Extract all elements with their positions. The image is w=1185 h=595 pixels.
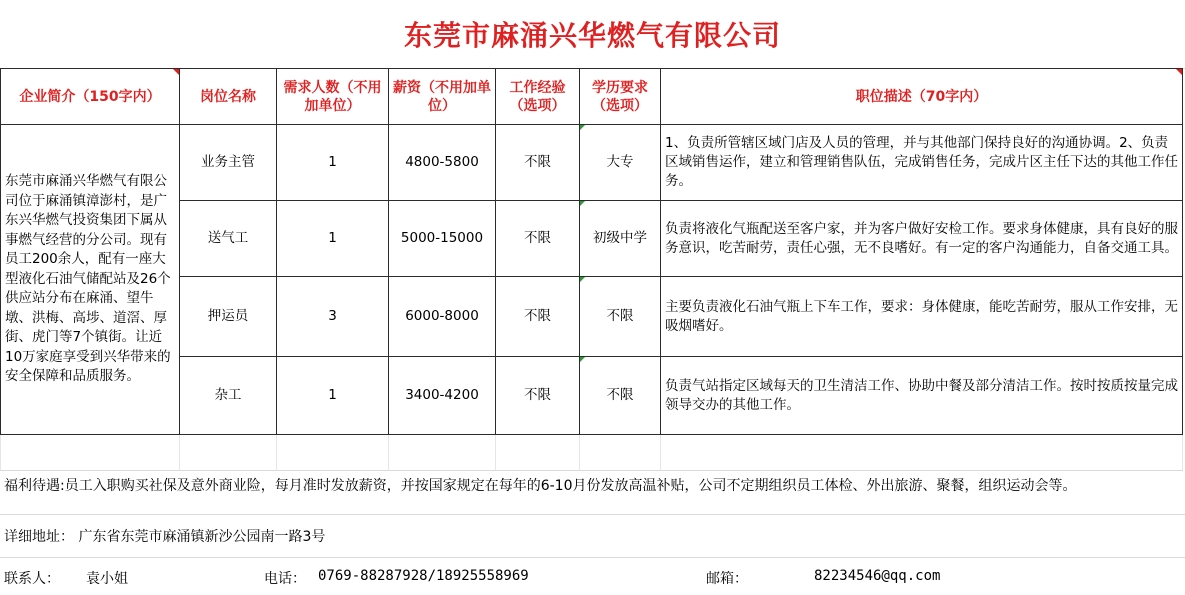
contact-person-label: 联系人： [4, 571, 60, 587]
job-position: 业务主管 [180, 125, 277, 201]
job-education: 不限 [580, 357, 661, 435]
address-text: 详细地址： 广东省东莞市麻涌镇新沙公园南一路3号 [0, 515, 1185, 558]
job-count: 1 [277, 125, 389, 201]
job-salary: 4800-5800 [389, 125, 496, 201]
company-intro: 东莞市麻涌兴华燃气有限公司位于麻涌镇漳澎村，是广东兴华燃气投资集团下属从事燃气经营的分公司。现有员工200余人，配有一座大型液化石油气储配站及26个供应站分布在麻涌、望牛墩、洪梅、高埗、道滘、厚街、虎门等7个镇街。让近10万家庭享受到兴华带来的安全保障和品质服务。 [1, 125, 180, 435]
job-table [0, 68, 1183, 471]
job-salary: 6000-8000 [389, 277, 496, 357]
job-description: 1、负责所管辖区域门店及人员的管理，并与其他部门保持良好的沟通协调。2、负责区域销售运作，建立和管理销售队伍，完成销售任务，完成片区主任下达的其他工作任务。 [661, 125, 1183, 201]
email-address: 82234546@qq.com [814, 568, 941, 584]
header-experience: 工作经验（选项） [496, 69, 580, 125]
header-description: 职位描述（70字内） [661, 69, 1183, 125]
job-description: 负责气站指定区域每天的卫生清洁工作、协助中餐及部分清洁工作。按时按质按量完成领导交办的其他工作。 [661, 357, 1183, 435]
job-education: 不限 [580, 277, 661, 357]
email-label: 邮箱： [706, 571, 748, 587]
header-education: 学历要求（选项） [580, 69, 661, 125]
header-count: 需求人数（不用加单位） [277, 69, 389, 125]
job-experience: 不限 [496, 125, 580, 201]
header-position: 岗位名称 [180, 69, 277, 125]
phone-number: 0769-88287928/18925558969 [318, 568, 529, 584]
table-row [1, 125, 1183, 201]
job-position: 送气工 [180, 201, 277, 277]
job-description: 主要负责液化石油气瓶上下车工作，要求：身体健康，能吃苦耐劳，服从工作安排，无吸烟嗜好。 [661, 277, 1183, 357]
job-count: 1 [277, 357, 389, 435]
company-title: 东莞市麻涌兴华燃气有限公司 [0, 0, 1185, 69]
contact-bar [0, 558, 1185, 595]
blank-row [1, 435, 1183, 471]
phone-label: 电话： [264, 571, 306, 587]
job-position: 押运员 [180, 277, 277, 357]
job-count: 3 [277, 277, 389, 357]
job-experience: 不限 [496, 201, 580, 277]
job-experience: 不限 [496, 357, 580, 435]
benefits-text: 福利待遇:员工入职购买社保及意外商业险，每月准时发放薪资，并按国家规定在每年的6-10月份发放高温补贴，公司不定期组织员工体检、外出旅游、聚餐，组织运动会等。 [0, 472, 1185, 515]
job-education: 大专 [580, 125, 661, 201]
header-intro: 企业简介（150字内） [1, 69, 180, 125]
job-count: 1 [277, 201, 389, 277]
job-position: 杂工 [180, 357, 277, 435]
header-row [1, 69, 1183, 125]
job-description: 负责将液化气瓶配送至客户家，并为客户做好安检工作。要求身体健康，具有良好的服务意识，吃苦耐劳，责任心强，无不良嗜好。有一定的客户沟通能力，自备交通工具。 [661, 201, 1183, 277]
job-education: 初级中学 [580, 201, 661, 277]
job-salary: 5000-15000 [389, 201, 496, 277]
contact-person: 袁小姐 [86, 571, 128, 587]
job-experience: 不限 [496, 277, 580, 357]
job-salary: 3400-4200 [389, 357, 496, 435]
header-salary: 薪资（不用加单位） [389, 69, 496, 125]
